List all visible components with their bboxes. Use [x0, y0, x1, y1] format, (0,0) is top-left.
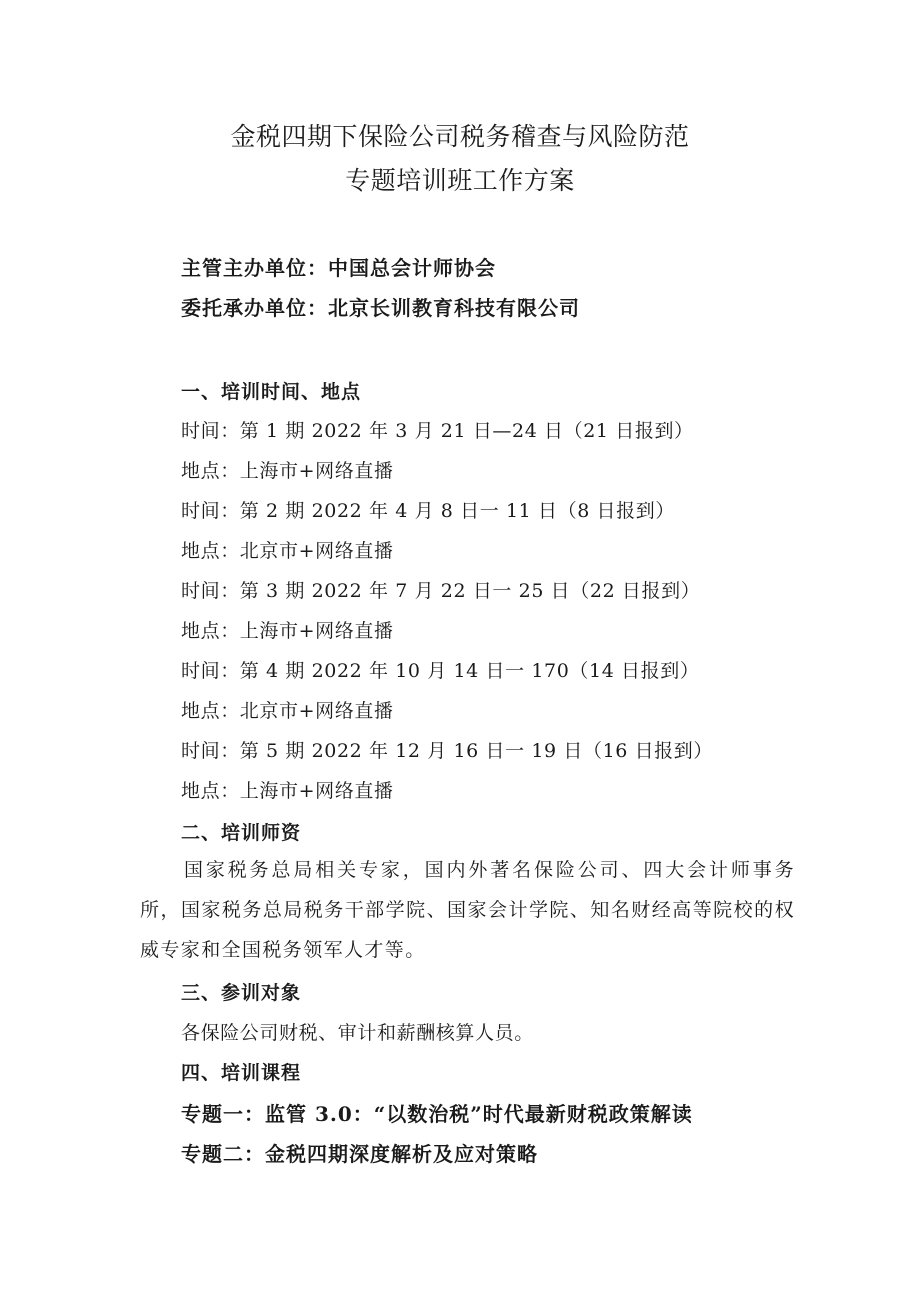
document-title-line-2: 专题培训班工作方案	[345, 166, 575, 195]
contracted-organizer: 委托承办单位：北京长训教育科技有限公司	[181, 296, 580, 320]
document-title-line-1: 金税四期下保险公司税务稽查与风险防范	[230, 122, 690, 151]
schedule-line: 地点：上海市+网络直播	[181, 460, 394, 482]
schedule-line: 时间：第 1 期 2022 年 3 月 21 日—24 日（21 日报到）	[181, 420, 694, 442]
schedule-line: 地点：上海市+网络直播	[181, 620, 394, 642]
section-3-heading: 三、参训对象	[181, 982, 302, 1004]
supervising-organizer: 主管主办单位：中国总会计师协会	[181, 256, 496, 280]
schedule-line: 地点：北京市+网络直播	[181, 700, 394, 722]
course-topic: 专题二：金税四期深度解析及应对策略	[181, 1142, 538, 1166]
schedule-line: 地点：北京市+网络直播	[181, 540, 394, 562]
schedule-line: 时间：第 4 期 2022 年 10 月 14 日一 170（14 日报到）	[181, 660, 700, 682]
course-topic: 专题一：监管 3.0：“以数治税”时代最新财税政策解读	[181, 1102, 693, 1126]
schedule-line: 时间：第 2 期 2022 年 4 月 8 日一 11 日（8 日报到）	[181, 500, 675, 522]
schedule-line: 时间：第 5 期 2022 年 12 月 16 日一 19 日（16 日报到）	[181, 740, 713, 762]
schedule-line: 时间：第 3 期 2022 年 7 月 22 日一 25 日（22 日报到）	[181, 580, 701, 602]
schedule-line: 地点：上海市+网络直播	[181, 780, 394, 802]
faculty-paragraph: 国家税务总局相关专家，国内外著名保险公司、四大会计师事务所，国家税务总局税务干部学院、国家会计学院、知名财经高等院校的权威专家和全国税务领军人才等。	[140, 859, 795, 961]
section-1-heading: 一、培训时间、地点	[181, 381, 362, 403]
section-2-heading: 二、培训师资	[181, 822, 302, 844]
section-4-heading: 四、培训课程	[181, 1062, 302, 1084]
participants-paragraph: 各保险公司财税、审计和薪酬核算人员。	[181, 1022, 534, 1044]
